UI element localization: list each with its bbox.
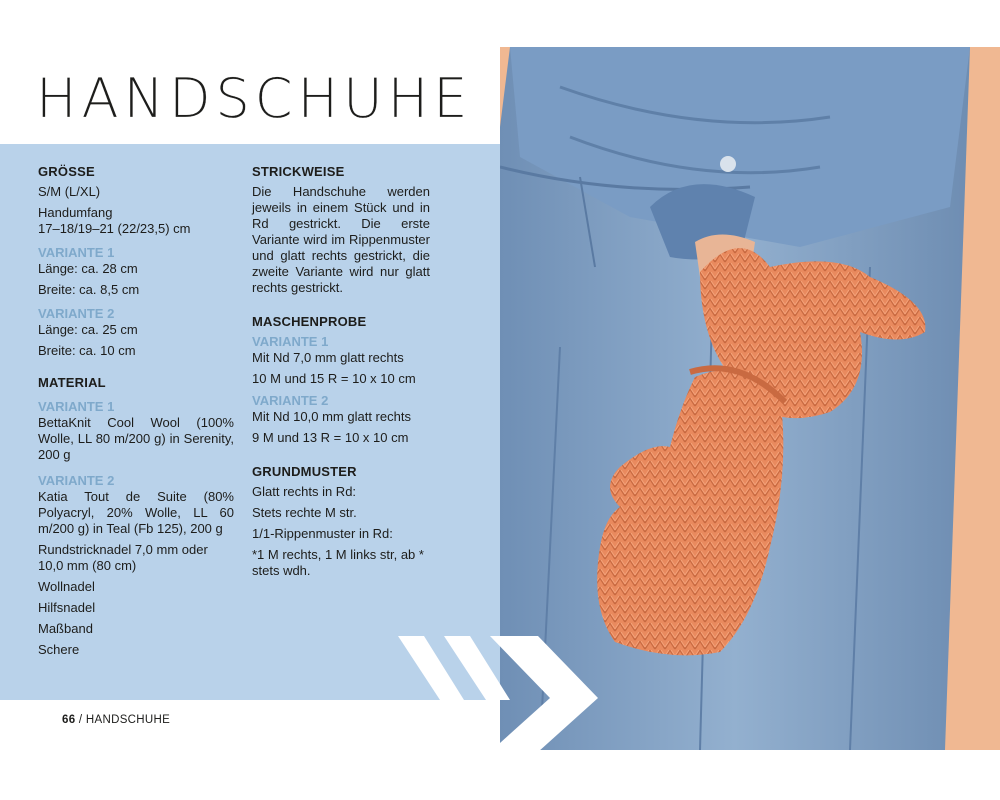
- material-item: Schere: [38, 642, 80, 657]
- grundmuster-heading: GRUNDMUSTER: [252, 464, 357, 479]
- handumfang-value: 17–18/19–21 (22/23,5) cm: [38, 221, 191, 236]
- footer-separator: /: [75, 714, 86, 726]
- material-variante1-text: BettaKnit Cool Wool (100% Wolle, LL 80 m/200 g) in Serenity, 200 g: [38, 415, 234, 462]
- material-item: Maßband: [38, 621, 93, 636]
- groesse-variante2-breite: Breite: ca. 10 cm: [38, 343, 136, 358]
- maschenprobe-variante2-line1: Mit Nd 10,0 mm glatt rechts: [252, 409, 411, 424]
- material-variante2-text: Katia Tout de Suite (80% Polyacryl, 20% Wolle, LL 60 m/200 g) in Teal (Fb 125), 200 g: [38, 489, 234, 536]
- groesse-variante2-label: VARIANTE 2: [38, 306, 115, 321]
- page-number: 66: [62, 714, 76, 726]
- groesse-variante1-laenge: Länge: ca. 28 cm: [38, 261, 138, 276]
- chevron-decoration: [398, 636, 608, 752]
- handumfang-label: Handumfang: [38, 205, 113, 220]
- needle-text: Rundstricknadel 7,0 mm oder 10,0 mm (80 cm): [38, 542, 208, 573]
- maschenprobe-heading: MASCHENPROBE: [252, 314, 367, 329]
- right-column: [252, 164, 430, 579]
- grundmuster-line2: Stets rechte M str.: [252, 505, 357, 520]
- jeans-button: [720, 156, 736, 172]
- page-footer: [62, 714, 170, 726]
- material-heading: MATERIAL: [38, 375, 106, 390]
- material-item: Hilfsnadel: [38, 600, 96, 615]
- size-value: S/M (L/XL): [38, 184, 101, 199]
- maschenprobe-variante1-line2: 10 M und 15 R = 10 x 10 cm: [252, 371, 416, 386]
- material-item: Wollnadel: [38, 579, 95, 594]
- maschenprobe-variante2-label: VARIANTE 2: [252, 393, 329, 408]
- page-title: HANDSCHUHE: [36, 67, 473, 130]
- groesse-variante1-label: VARIANTE 1: [38, 245, 115, 260]
- material-variante1-label: VARIANTE 1: [38, 399, 115, 414]
- groesse-variante1-breite: Breite: ca. 8,5 cm: [38, 282, 140, 297]
- groesse-heading: GRÖSSE: [38, 164, 95, 179]
- grundmuster-line1: Glatt rechts in Rd:: [252, 484, 357, 499]
- groesse-variante2-laenge: Länge: ca. 25 cm: [38, 322, 138, 337]
- left-column: [38, 164, 234, 663]
- maschenprobe-variante1-line1: Mit Nd 7,0 mm glatt rechts: [252, 350, 404, 365]
- maschenprobe-variante1-label: VARIANTE 1: [252, 334, 329, 349]
- strickweise-heading: STRICKWEISE: [252, 164, 345, 179]
- grundmuster-line4: *1 M rechts, 1 M links str, ab * stets wdh.: [252, 547, 424, 578]
- material-variante2-label: VARIANTE 2: [38, 473, 115, 488]
- maschenprobe-variante2-line2: 9 M und 13 R = 10 x 10 cm: [252, 430, 409, 445]
- grundmuster-line3: 1/1-Rippenmuster in Rd:: [252, 526, 393, 541]
- strickweise-text: Die Handschuhe werden jeweils in einem Stück und in Rd gestrickt. Die erste Variante wird im Rippenmuster und glatt rechts gestrickt, die zweite Variante wird nur glatt rechts gestrickt.: [252, 184, 430, 295]
- footer-section: HANDSCHUHE: [85, 714, 171, 726]
